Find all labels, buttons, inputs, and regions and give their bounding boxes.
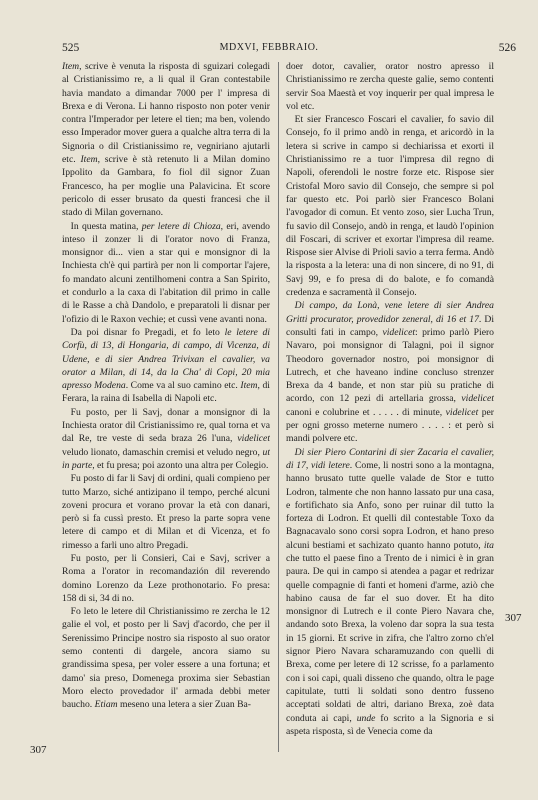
italic-text: Di campo, da Lonà, vene letere di sier Andrea Gritti procurator, provedidor zeneral, di 16 et 17 xyxy=(286,300,494,325)
italic-text: unde xyxy=(356,712,376,724)
paragraph xyxy=(62,220,270,326)
text-run: fo scrito a la Signoria e si aspeta risposta, sì de Venecia come da xyxy=(286,712,494,737)
margin-number-right: 307 xyxy=(505,612,522,624)
paragraph xyxy=(286,446,494,739)
page-number-right: 526 xyxy=(498,42,516,54)
running-header: MDXVI, FEBBRAIO. xyxy=(219,42,319,53)
paragraph xyxy=(286,60,494,113)
italic-text: ut in parte xyxy=(62,446,270,471)
text-run: , eri, avendo inteso il zonzer li di l'orator novo di Franza, monsignor di... vien a star qui e monsignor di la Inchiesta ch'è qui partirà per non li comportar l'ajere, fo mandato alcuni zentilhomeni contra a San Spirito, et condurlo a la caxa di l'abitation dil primo in calle di le Rasse a chà Dandolo, e preparatoli li disnar per l'ofizio di le Raxon vechie; et cussì vene avanti nona. xyxy=(62,220,270,325)
italic-text: Item xyxy=(62,61,80,72)
text-run: che tutto el paese fino a Trento de i nimici è in gran paura. De qui in campo si atendea a pagar et redrizar quelle compagnie di fanti et homeni d'arme, aziò che habino causa de far el suo dover. Et ha dito monsignor di Lutrech e il conte Piero Navara che, andando soto Brexa, la voleno dar sopra la sua testa in 15 giorni. Et scrive in zifra, che l'altro zorno ch'el signor Piero Navara scharamuzando con quelli di Brexa, come per letere di 12 scrisse, fo a parlamento con i soi capi, quali disseno che quando, oltra le page capitulate, tutti li soldati sono dentro fusseno acceptati soldati de altri, dariano Brexa, zoè data conduta ai capi, xyxy=(286,552,494,724)
paragraph xyxy=(62,326,270,406)
text-run: Fu posto, per li Savj, donar a monsignor di la Inchiesta orator dil Cristianissimo re, qual torna et va dal Re, tre veste di seda braza 26 l'una, xyxy=(62,406,270,445)
italic-text: Di sier Piero Contarini di sier Zacaria el cavalier, di 17, vidi letere xyxy=(286,446,494,471)
text-run: Da poi disnar fo Pregadi, et fo leto xyxy=(70,326,225,338)
text-run: . Come va al suo camino etc. xyxy=(125,380,241,392)
text-run: In questa matina, xyxy=(70,220,142,232)
text-run: per per ogni grosso meterne numero . . . . : et però si mandi polvere etc. xyxy=(286,406,494,445)
text-run: meseno una letera a sier Zuan Ba- xyxy=(117,699,251,711)
paragraph xyxy=(286,113,494,299)
column-divider xyxy=(278,62,279,752)
italic-text: le letere di Corfù, di 13, di Hongaria, di campo, di Vicenza, di Udene, e di sier Andrea Trivixan el cavalier, va orator a Milan, di 14, da la Cha' di Copi, 20 mia apresso Modena xyxy=(62,326,270,392)
text-run: Et sier Francesco Foscari el cavalier, fo savio dil Consejo, fo il primo andò in renga, et aricordò in la letera si scrive in campo si dechiarissa et exorti il Christianissimo re a tuor l'impresa dil regno di Napoli, oferendoli le nostre forze etc. Rispose sier Cristofal Moro savio dil Consejo, che sempre si pol far questo etc. Poi parlò sier Francesco Bolani l'avogador di comun. Et vento zoso, sier Lucha Trun, fu savio dil Consejo, andò in renga, et laudò l'opinion dil Foscari, di scriver et exortar l'impresa dil reame. Rispose sier Alvise di Prioli savio a terra ferma. Andò la risposta a la letera: una di non sincere, di no 91, di Savj 99, e fo presa di do balote, e fo comandà credenza e sacramentà il Consejo. xyxy=(286,114,494,299)
italic-text: videlicet xyxy=(445,406,479,418)
paragraph xyxy=(62,552,270,605)
text-run: , scrive è stà retenuto li a Milan domino Ippolito da Gambara, fo fiol dil signor Zuan Francesco, ha per moglie una Palavicina. Et score pericolo di esser brusato da questi francesi che il stado di Milan governano. xyxy=(62,154,270,219)
italic-text: videlicet xyxy=(237,433,270,445)
text-run: Fo leto le letere dil Christianissimo re zercha le 12 galie el vol, et posto per li Savj d'acordo, che per il Serenissimo Principe nostro sia risposto al suo orator semo contenti di dargele, ancora siamo su grandissima spesa, per voler essere a una fortuna; et damo' sia preso, Domenega proxima sier Sebastian Moro electo provedador il' armada debbi meter baucho. xyxy=(62,606,270,711)
italic-text: videlicet xyxy=(382,326,416,338)
paragraph xyxy=(62,472,270,552)
paragraph xyxy=(62,605,270,711)
italic-text: per letere di Chioza xyxy=(141,220,221,232)
page-number-left: 525 xyxy=(62,42,80,54)
text-run: veludo lionato, damaschin cremisi et veludo negro, xyxy=(62,446,263,458)
text-run: Fu posto, per li Consieri, Cai e Savj, scriver a Roma a l'orator in recomandazión dil reverendo domino Lorenzo da Leze prothonotario. Fo presa: 158 di si, 34 di no. xyxy=(62,552,270,604)
margin-number-left: 307 xyxy=(30,744,47,756)
italic-text: Item xyxy=(240,380,258,392)
italic-text: videlicet xyxy=(461,393,494,405)
paragraph xyxy=(62,60,270,220)
text-run: , di Ferara, la raina di Isabella di Napoli etc. xyxy=(62,380,270,405)
italic-text: Item xyxy=(80,154,98,166)
text-run: Fu posto di far li Savj di ordini, quali compieno per tutto Marzo, siché antizipano il tempo, perché alcuni zoveni procura et vorano provar la età con danari, però si fa cussì presto. Et preso la parte sopra vene letere di campo et di Milan et di Vicenza, et fo rimesso a farli uno altro Pregadi. xyxy=(62,473,270,551)
text-run: , et fu presa; poi azonto una altra per Colegio. xyxy=(92,459,269,471)
text-run: : primo parlò Piero Navaro, poi monsignor di Talagni, poi il signor Theodoro governador nostro, poi monsignor di Lutrech, et che haveano indine concluso strenzer Brexa da 4 bande, et non star più su pratiche di acordo, con 12 pezi di artellaria grossa, xyxy=(286,326,494,405)
right-column xyxy=(286,60,494,784)
text-run: canoni e colubrine et . . . . . di minute, xyxy=(286,406,446,418)
text-run: , scrive è venuta la risposta di sguizari colegadi al Cristianissimo re, a li qual il Gran contestabile havia mandato a dimandar 7000 per l' impresa di Brexa e di Verona. Li hanno risposto non poter venir contra l'Imperador per letere el tien; ma ben, volendo esso Imperador mover guera a qualche altra terra di la Signoria o dil Cristianissimo re, vegniriano ajutarli etc. xyxy=(62,61,270,166)
paragraph xyxy=(62,406,270,472)
left-column xyxy=(62,60,270,784)
paragraph xyxy=(286,299,494,445)
italic-text: Etiam xyxy=(94,699,118,711)
text-run: . Di consulti fati in campo, xyxy=(286,313,494,338)
italic-text: ita xyxy=(483,539,494,551)
text-run: doer dotor, cavalier, orator nostro apresso il Christianissimo re zercha queste galie, semo contenti servir Soa Maestà et voy inquerir per qual impresa le vol etc. xyxy=(286,61,494,112)
text-run: . Come, li nostri sono a la montagna, hanno brusato tutte quelle valade de Stor e tutto Lodron, talmente che non hanno lassato pur una casa, e fortifichato sia Anfo, sono per ruinar dil tutto la forteza di Lodron. Et quelli dil contestable Toxo da Bagnacavalo sono corsi sopra Lodron, et hano preso alcuni bestiami et sachizato quanto hanno potuto, xyxy=(286,459,494,551)
